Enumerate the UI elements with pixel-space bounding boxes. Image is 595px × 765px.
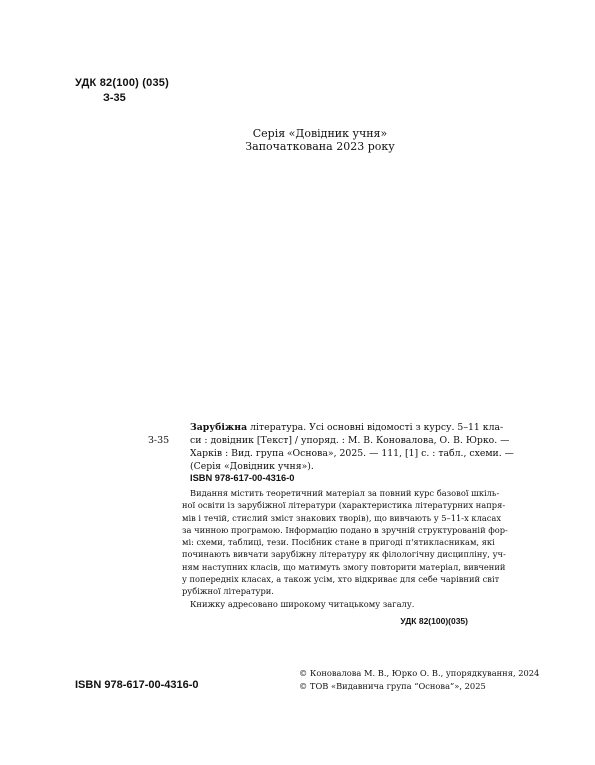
bibliographic-line-1-rest: література. Усі основні відомості з курсу. 5–11 кла- [247,422,504,433]
annotation-line: ної освіти із зарубіжної літератури (характеристика літературних напря- [182,500,506,511]
annotation-line: рубіжної літератури. [182,586,274,597]
annotation-audience: Книжку адресовано широкому читацькому загалу. [190,598,415,609]
isbn-bottom: ISBN 978-617-00-4316-0 [75,679,199,691]
copyright-compilers: © Коновалова М. В., Юрко О. В., упорядкування, 2024 [299,668,540,678]
book-title-bold: Зарубіжна [190,422,248,433]
annotation-line: мів і течій, стислий зміст знакових творів), що вивчають у 5–11-х класах [182,512,502,523]
annotation [182,487,508,610]
udk-code: УДК 82(100) (035) [75,77,169,89]
udk-right: УДК 82(100)(035) [400,616,468,626]
bibliographic-line-2: си : довідник [Текст] / упоряд. : М. В. Коновалова, О. В. Юрко. — [190,435,510,446]
annotation-line: мі: схеми, таблиці, тези. Посібник стане в пригоді п'ятикласникам, які [182,537,495,548]
annotation-line: Видання містить теоретичний матеріал за повний курс базової шкіль- [190,488,500,498]
annotation-line: за чинною програмою. Інформацію подано в зручній структурованій фор- [182,524,508,535]
bibliographic-description [190,421,514,473]
series-started: Започаткована 2023 року [245,140,395,153]
annotation-line: у попередніх класах, а також усім, хто відкриває для себе чарівний світ [182,574,500,585]
bibliographic-line-4: (Серія «Довідник учня»). [190,461,314,472]
bibliographic-line-3: Харків : Вид. група «Основа», 2025. — 111, [1] с. : табл., схеми. — [190,448,514,459]
copyright-publisher: © ТОВ «Видавнича група “Основа”», 2025 [299,681,486,691]
isbn-mid: ISBN 978-617-00-4316-0 [190,473,295,483]
annotation-line: ням наступних класів, що матимуть змогу повторити матеріал, вивчений [182,561,506,572]
bibliographic-author-sign: З-35 [148,435,170,446]
annotation-line: починають вивчати зарубіжну літературу як філологічну дисципліну, уч- [182,549,506,560]
series-title: Серія «Довідник учня» [252,127,388,140]
author-sign-code: З-35 [103,92,126,104]
bibliographic-line-1 [190,421,504,434]
